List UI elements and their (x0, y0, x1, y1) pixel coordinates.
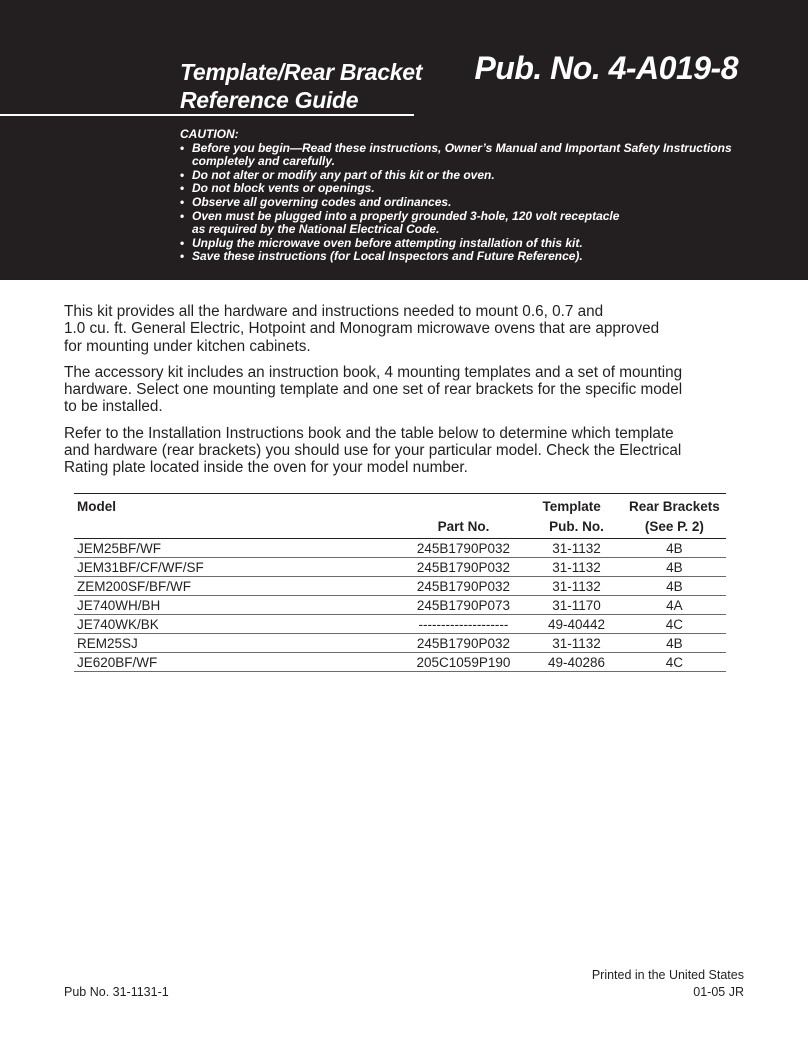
title-line-2: Reference Guide (180, 87, 359, 113)
footer-code: 01-05 JR (693, 985, 744, 999)
cell-part-no: 245B1790P032 (397, 558, 531, 577)
intro-paragraph-3 (64, 425, 754, 477)
caution-item-text: Do not alter or modify any part of this kit or the oven. (192, 167, 495, 182)
bullet-icon: • (180, 235, 185, 250)
intro-paragraph-1 (64, 303, 754, 355)
footer-printed: Printed in the United States (591, 968, 744, 982)
footer-print-info (592, 967, 744, 1001)
cell-rear-bracket: 4C (623, 653, 726, 672)
header-blank (74, 515, 397, 539)
table-subheader-row (74, 515, 726, 539)
cell-model: JEM31BF/CF/WF/SF (74, 558, 397, 577)
caution-item (180, 142, 760, 169)
table-row (74, 615, 726, 634)
intro-text (64, 303, 754, 486)
cell-rear-bracket: 4A (623, 596, 726, 615)
header-pub-no: Pub. No. (530, 515, 623, 539)
bullet-icon: • (180, 181, 185, 196)
caution-list (180, 142, 760, 264)
table-row (74, 577, 726, 596)
cell-model: ZEM200SF/BF/WF (74, 577, 397, 596)
table-row (74, 558, 726, 577)
header-see-p2: (See P. 2) (623, 515, 726, 539)
cell-part-no: 245B1790P032 (397, 539, 531, 558)
intro-paragraph-2 (64, 364, 754, 416)
cell-model: JE740WH/BH (74, 596, 397, 615)
title-rule (0, 114, 414, 116)
cell-pub-no: 31-1132 (530, 539, 623, 558)
cell-model: REM25SJ (74, 634, 397, 653)
caution-item (180, 169, 760, 183)
caution-item (180, 182, 760, 196)
text-line: This kit provides all the hardware and instructions needed to mount 0.6, 0.7 and (64, 303, 604, 320)
table-row (74, 539, 726, 558)
caution-item-text: Unplug the microwave oven before attempting installation of this kit. (192, 235, 583, 250)
cell-pub-no: 49-40286 (530, 653, 623, 672)
bullet-icon: • (180, 167, 185, 182)
publication-number: Pub. No. 4-A019-8 (474, 50, 738, 86)
text-line: for mounting under kitchen cabinets. (64, 337, 311, 355)
caution-item-text: Observe all governing codes and ordinances. (192, 194, 452, 209)
table-row (74, 634, 726, 653)
caution-item-text: Oven must be plugged into a properly grounded 3-hole, 120 volt receptacle (192, 208, 620, 223)
text-line: The accessory kit includes an instruction book, 4 mounting templates and a set of mounting (64, 363, 683, 381)
caution-item-text: Save these instructions (for Local Inspectors and Future Reference). (192, 249, 583, 264)
cell-pub-no: 31-1132 (530, 634, 623, 653)
caution-item (180, 196, 760, 210)
cell-part-no: -------------------- (397, 615, 531, 634)
document-title (180, 58, 422, 114)
cell-pub-no: 49-40442 (530, 615, 623, 634)
text-line: Refer to the Installation Instructions book and the table below to determine which template (64, 424, 674, 442)
cell-model: JEM25BF/WF (74, 539, 397, 558)
text-line: and hardware (rear brackets) you should use for your particular model. Check the Electrical (64, 442, 682, 460)
header-banner (0, 0, 808, 280)
cell-pub-no: 31-1170 (530, 596, 623, 615)
caution-heading: CAUTION: (180, 127, 239, 141)
bullet-icon: • (180, 194, 185, 209)
bullet-icon: • (180, 140, 185, 155)
bullet-icon: • (180, 249, 185, 264)
model-reference-table (74, 493, 726, 672)
header-model: Model (74, 494, 397, 516)
table-header-row (74, 494, 726, 516)
cell-part-no: 245B1790P032 (397, 577, 531, 596)
footer-pub-number: Pub No. 31-1131-1 (64, 985, 169, 999)
caution-item-text: as required by the National Electrical Code. (192, 222, 440, 237)
text-line: to be installed. (64, 398, 163, 416)
cell-rear-bracket: 4B (623, 634, 726, 653)
cell-part-no: 245B1790P073 (397, 596, 531, 615)
cell-pub-no: 31-1132 (530, 558, 623, 577)
cell-rear-bracket: 4B (623, 558, 726, 577)
title-line-1: Template/Rear Bracket (180, 59, 423, 85)
cell-part-no: 245B1790P032 (397, 634, 531, 653)
cell-rear-bracket: 4B (623, 539, 726, 558)
caution-item (180, 210, 760, 237)
cell-model: JE740WK/BK (74, 615, 397, 634)
header-rear-brackets: Rear Brackets (623, 494, 726, 516)
cell-pub-no: 31-1132 (530, 577, 623, 596)
cell-rear-bracket: 4C (623, 615, 726, 634)
caution-item-text: Before you begin—Read these instructions, Owner’s Manual and Important Safety Instructions (192, 140, 732, 155)
text-line: Rating plate located inside the oven for your model number. (64, 459, 468, 477)
caution-item-text: Do not block vents or openings. (192, 181, 375, 196)
text-line: hardware. Select one mounting template and one set of rear brackets for the specific model (64, 381, 683, 399)
header-part-no: Part No. (397, 515, 531, 539)
table-row (74, 596, 726, 615)
caution-item-text: completely and carefully. (192, 154, 335, 169)
header-template: Template (397, 494, 623, 516)
caution-block (180, 128, 760, 264)
text-line: 1.0 cu. ft. General Electric, Hotpoint and Monogram microwave ovens that are approved (64, 320, 660, 338)
bullet-icon: • (180, 208, 185, 223)
caution-item (180, 250, 760, 264)
cell-rear-bracket: 4B (623, 577, 726, 596)
cell-part-no: 205C1059P190 (397, 653, 531, 672)
table-row (74, 653, 726, 672)
cell-model: JE620BF/WF (74, 653, 397, 672)
caution-item (180, 237, 760, 251)
